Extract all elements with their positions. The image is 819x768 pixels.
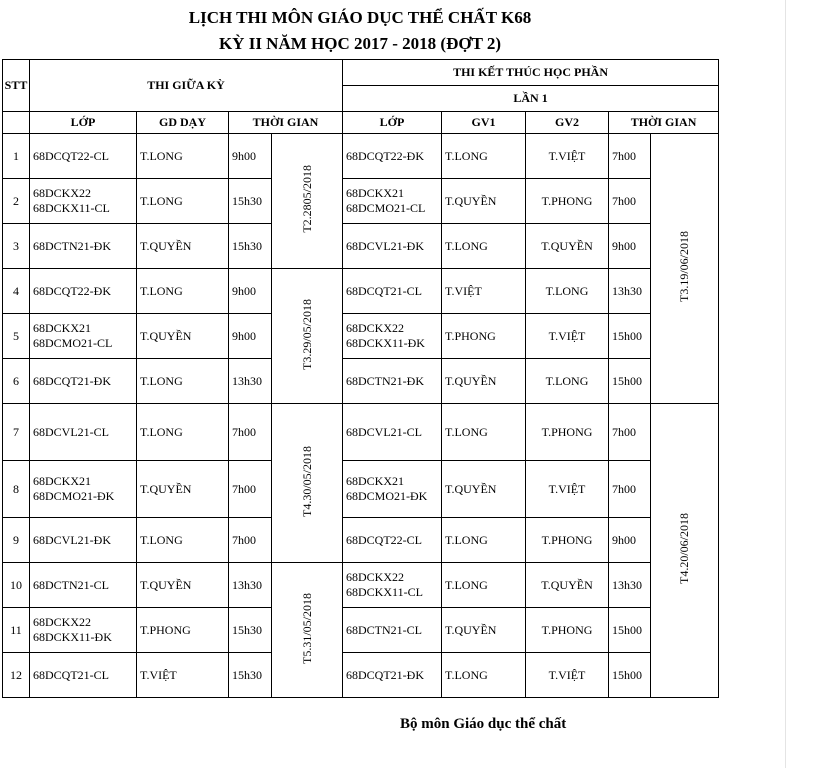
fin-class-cell (343, 179, 442, 224)
mid-class-cell (30, 518, 137, 563)
gv1-cell: T.LONG (442, 563, 526, 608)
page-subtitle: KỲ II NĂM HỌC 2017 - 2018 (ĐỢT 2) (218, 34, 502, 53)
fin-time-cell: 9h00 (609, 518, 651, 563)
mid-class-cell-line: 68DCTN21-ĐK (33, 238, 111, 253)
mid-class-cell (30, 134, 137, 179)
fin-time-cell: 13h30 (609, 269, 651, 314)
row-stt: 5 (3, 314, 30, 359)
mid-teacher-cell: T.QUYỀN (137, 461, 229, 518)
mid-time-cell: 13h30 (229, 563, 272, 608)
mid-exam-date (272, 134, 343, 269)
mid-class-cell-line: 68DCQT21-ĐK (33, 373, 111, 388)
header-final: THI KẾT THÚC HỌC PHẦN (343, 60, 719, 86)
fin-class-cell-line: 68DCTN21-ĐK (346, 373, 425, 388)
footer-signature: Bộ môn Giáo dục thể chất (400, 716, 567, 732)
fin-class-cell-line: 68DCKX11-ĐK (346, 336, 425, 350)
final-exam-date (651, 134, 719, 404)
mid-class-cell (30, 224, 137, 269)
table-row (3, 518, 719, 563)
mid-class-cell-line: 68DCQT22-ĐK (33, 283, 111, 298)
fin-class-cell-line: 68DCVL21-CL (346, 424, 423, 439)
gv1-cell: T.QUYỀN (442, 608, 526, 653)
gv2-cell: T.LONG (526, 269, 609, 314)
mid-exam-date-text: T5.31/05/2018 (299, 592, 314, 664)
row-stt: 3 (3, 224, 30, 269)
row-stt: 9 (3, 518, 30, 563)
gridline (785, 0, 786, 768)
table-row (3, 563, 719, 608)
fin-class-cell (343, 359, 442, 404)
final-exam-date (651, 404, 719, 698)
mid-class-cell-line: 68DCKX11-CL (33, 201, 110, 215)
mid-time-cell: 7h00 (229, 518, 272, 563)
header-gv2: GV2 (526, 112, 609, 134)
mid-teacher-cell: T.PHONG (137, 608, 229, 653)
mid-teacher-cell: T.LONG (137, 179, 229, 224)
table-row (3, 269, 719, 314)
header-stt-cont (3, 112, 30, 134)
gv1-cell: T.LONG (442, 518, 526, 563)
mid-exam-date (272, 404, 343, 563)
fin-time-cell: 7h00 (609, 134, 651, 179)
row-stt: 12 (3, 653, 30, 698)
row-stt: 4 (3, 269, 30, 314)
mid-time-cell: 15h30 (229, 653, 272, 698)
mid-teacher-cell: T.VIỆT (137, 653, 229, 698)
gv1-cell: T.QUYỀN (442, 461, 526, 518)
gv1-cell: T.PHONG (442, 314, 526, 359)
table-row (3, 653, 719, 698)
mid-time-cell: 13h30 (229, 359, 272, 404)
fin-time-cell: 15h00 (609, 359, 651, 404)
mid-class-cell (30, 179, 137, 224)
fin-class-cell-line: 68DCQT22-CL (346, 532, 423, 547)
mid-teacher-cell: T.QUYỀN (137, 224, 229, 269)
fin-class-cell (343, 563, 442, 608)
gv2-cell: T.VIỆT (526, 653, 609, 698)
fin-class-cell (343, 461, 442, 518)
mid-time-cell: 7h00 (229, 404, 272, 461)
mid-time-cell: 9h00 (229, 314, 272, 359)
page-title: LỊCH THI MÔN GIÁO DỤC THỂ CHẤT K68 (188, 8, 532, 27)
mid-time-cell: 15h30 (229, 224, 272, 269)
mid-teacher-cell: T.LONG (137, 134, 229, 179)
header-mid-teacher: GD DẠY (137, 112, 229, 134)
table-row (3, 359, 719, 404)
table-row (3, 461, 719, 518)
table-row (3, 179, 719, 224)
mid-class-cell-line: 68DCQT22-CL (33, 148, 109, 163)
fin-class-cell-line: 68DCMO21-ĐK (346, 489, 428, 503)
fin-class-cell (343, 134, 442, 179)
mid-class-cell (30, 404, 137, 461)
fin-class-cell-line: 68DCKX21 (346, 474, 405, 488)
mid-class-cell-line: 68DCMO21-ĐK (33, 489, 115, 503)
header-mid-class: LỚP (30, 112, 137, 134)
gv2-cell: T.PHONG (526, 404, 609, 461)
header-midterm: THI GIỮA KỲ (30, 60, 343, 112)
mid-class-cell-line: 68DCQT21-CL (33, 667, 109, 682)
fin-time-cell: 15h00 (609, 608, 651, 653)
fin-class-cell-line: 68DCKX11-CL (346, 585, 423, 599)
mid-class-cell-line: 68DCVL21-CL (33, 424, 109, 439)
fin-time-cell: 7h00 (609, 461, 651, 518)
mid-teacher-cell: T.LONG (137, 518, 229, 563)
fin-class-cell-line: 68DCKX21 (346, 186, 405, 200)
header-round: LẦN 1 (343, 86, 719, 112)
mid-exam-date-text: T4.30/05/2018 (299, 445, 314, 517)
fin-class-cell-line: 68DCTN21-CL (346, 622, 423, 637)
final-exam-date-text: T4.20/06/2018 (677, 513, 692, 584)
gv2-cell: T.PHONG (526, 608, 609, 653)
gv2-cell: T.PHONG (526, 179, 609, 224)
fin-class-cell (343, 269, 442, 314)
mid-exam-date-text: T3.29/05/2018 (299, 298, 314, 370)
mid-class-cell-line: 68DCKX21 (33, 321, 92, 335)
mid-class-cell-line: 68DCKX11-ĐK (33, 630, 112, 644)
row-stt: 10 (3, 563, 30, 608)
fin-class-cell-line: 68DCQT21-CL (346, 283, 423, 298)
mid-class-cell-line: 68DCVL21-ĐK (33, 532, 111, 547)
table-row (3, 224, 719, 269)
fin-time-cell: 7h00 (609, 404, 651, 461)
header-stt: STT (3, 60, 30, 112)
row-stt: 6 (3, 359, 30, 404)
row-stt: 11 (3, 608, 30, 653)
mid-exam-date (272, 269, 343, 404)
table-row (3, 134, 719, 179)
mid-class-cell-line: 68DCKX21 (33, 474, 92, 488)
fin-class-cell (343, 608, 442, 653)
mid-teacher-cell: T.LONG (137, 269, 229, 314)
mid-class-cell-line: 68DCKX22 (33, 615, 92, 629)
gv2-cell: T.VIỆT (526, 461, 609, 518)
fin-class-cell (343, 518, 442, 563)
mid-time-cell: 15h30 (229, 179, 272, 224)
mid-class-cell-line: 68DCTN21-CL (33, 577, 109, 592)
gv2-cell: T.QUYỀN (526, 224, 609, 269)
header-fin-class: LỚP (343, 112, 442, 134)
mid-time-cell: 9h00 (229, 134, 272, 179)
fin-class-cell-line: 68DCKX22 (346, 570, 405, 584)
fin-time-cell: 15h00 (609, 314, 651, 359)
gv1-cell: T.LONG (442, 404, 526, 461)
gv1-cell: T.VIỆT (442, 269, 526, 314)
gv1-cell: T.LONG (442, 224, 526, 269)
mid-teacher-cell: T.QUYỀN (137, 563, 229, 608)
mid-teacher-cell: T.LONG (137, 404, 229, 461)
gv1-cell: T.QUYỀN (442, 179, 526, 224)
fin-class-cell (343, 224, 442, 269)
mid-teacher-cell: T.LONG (137, 359, 229, 404)
mid-class-cell (30, 359, 137, 404)
fin-class-cell-line: 68DCVL21-ĐK (346, 238, 425, 253)
gv1-cell: T.LONG (442, 653, 526, 698)
mid-class-cell (30, 314, 137, 359)
mid-class-cell-line: 68DCKX22 (33, 186, 92, 200)
header-gv1: GV1 (442, 112, 526, 134)
exam-schedule-table (2, 59, 719, 698)
gv2-cell: T.LONG (526, 359, 609, 404)
fin-class-cell (343, 314, 442, 359)
gv2-cell: T.VIỆT (526, 134, 609, 179)
gv1-cell: T.LONG (442, 134, 526, 179)
fin-class-cell-line: 68DCMO21-CL (346, 201, 426, 215)
fin-time-cell: 9h00 (609, 224, 651, 269)
mid-class-cell-line: 68DCMO21-CL (33, 336, 113, 350)
gv2-cell: T.PHONG (526, 518, 609, 563)
header-mid-time: THỜI GIAN (229, 112, 343, 134)
final-exam-date-text: T3.19/06/2018 (677, 231, 692, 302)
row-stt: 1 (3, 134, 30, 179)
fin-class-cell-line: 68DCQT22-ĐK (346, 148, 425, 163)
mid-time-cell: 15h30 (229, 608, 272, 653)
fin-class-cell-line: 68DCQT21-ĐK (346, 667, 425, 682)
mid-class-cell (30, 563, 137, 608)
mid-class-cell (30, 608, 137, 653)
gv2-cell: T.QUYỀN (526, 563, 609, 608)
mid-time-cell: 9h00 (229, 269, 272, 314)
fin-class-cell-line: 68DCKX22 (346, 321, 405, 335)
fin-class-cell (343, 404, 442, 461)
mid-class-cell (30, 653, 137, 698)
gv1-cell: T.QUYỀN (442, 359, 526, 404)
mid-exam-date-text: T2.2805/2018 (299, 165, 314, 233)
fin-time-cell: 13h30 (609, 563, 651, 608)
row-stt: 2 (3, 179, 30, 224)
mid-teacher-cell: T.QUYỀN (137, 314, 229, 359)
row-stt: 8 (3, 461, 30, 518)
mid-time-cell: 7h00 (229, 461, 272, 518)
table-row (3, 314, 719, 359)
row-stt: 7 (3, 404, 30, 461)
mid-exam-date (272, 563, 343, 698)
table-row (3, 404, 719, 461)
header-fin-time: THỜI GIAN (609, 112, 719, 134)
table-row (3, 608, 719, 653)
fin-class-cell (343, 653, 442, 698)
fin-time-cell: 15h00 (609, 653, 651, 698)
mid-class-cell (30, 461, 137, 518)
mid-class-cell (30, 269, 137, 314)
gv2-cell: T.VIỆT (526, 314, 609, 359)
fin-time-cell: 7h00 (609, 179, 651, 224)
